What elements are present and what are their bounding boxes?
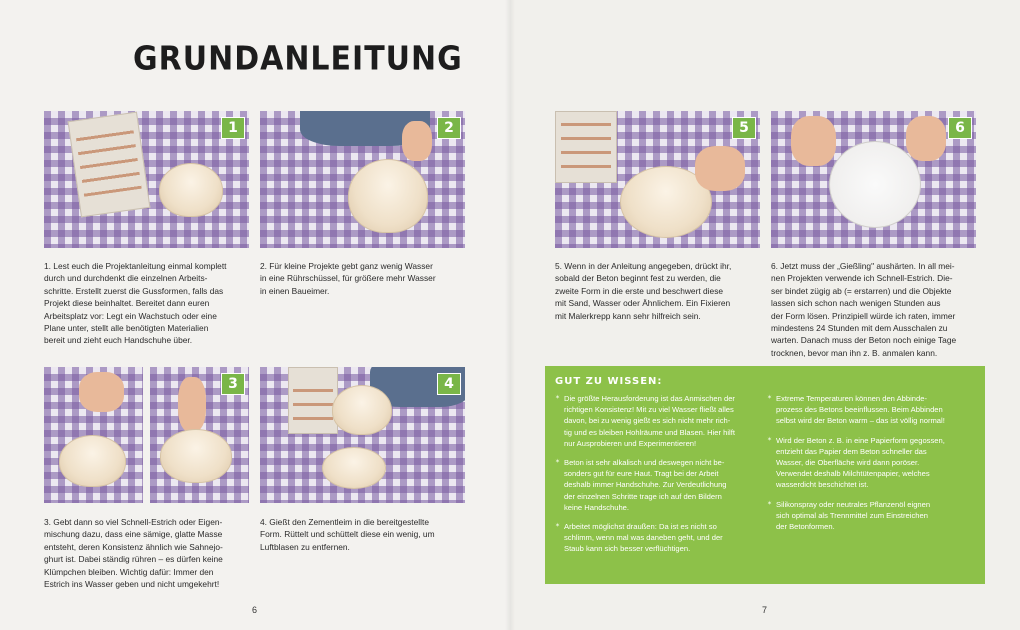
tip-item: ✶ Silikonspray oder neutrales Pflanzenöl eignen sich optimal als Trennmittel zum Einstreichen der Betonformen. [767,499,967,533]
step-text-3: 3. Gebt dann so viel Schnell-Estrich oder Eigen- mischung dazu, dass eine sämige, glatte Masse entsteht, deren Konsistenz ähnlich wie Sahnejo- ghurt ist. Dabei ständig rühren – es dürfen keine Klümpchen bleiben. Wichtig dafür: Immer den Estrich ins Wasser geben und nicht umgekehrt! [44,517,223,590]
photo-step-1 [44,111,249,248]
step-text-6: 6. Jetzt muss der „Gießling" aushärten. In all mei- nen Projekten verwende ich Schnell-Estrich. Die- ser bindet zügig ab (= erstarren) und die Objekte lassen sich schon nach wenigen Stunden aus der Form lösen. Prinzipiell würde ich raten, immer mindestens 24 Stunden mit dem Ausschalen zu warten. Danach muss der Beton noch einige Tage trocknen, bevor man ihn z. B. anmalen kann. [771,261,957,358]
mold-image [322,447,386,489]
page-number-left: 6 [252,605,258,615]
bowl-image [159,163,223,217]
tip-item: ✶ Extreme Temperaturen können den Abbinde- prozess des Betons beeinflussen. Beim Abbinden selbst wird der Beton warm – das ist völlig normal! [767,393,967,427]
cement-sack-image [555,111,617,183]
hand-image [695,146,745,191]
tip-item: ✶ Wird der Beton z. B. in eine Papierform gegossen, entzieht das Papier dem Beton schneller das Wasser, die Oberfläche wird dann poröser. Verwendet deshalb Milchtütenpapier, welches wasserdicht beschichtet ist. [767,435,967,491]
step-badge-4: 4 [437,373,461,395]
photo-step-3a [44,367,143,503]
step-badge-6: 6 [948,117,972,139]
good-to-know-title: GUT ZU WISSEN: [555,376,663,387]
step-text-4: 4. Gießt den Zementleim in die bereitgestellte Form. Rüttelt und schüttelt diese ein wenig, um Luftblasen zu entfernen. [260,517,435,552]
cement-sack-image [68,112,151,218]
step-badge-3: 3 [221,373,245,395]
step-badge-2: 2 [437,117,461,139]
good-to-know-box [545,366,985,584]
bowl-image [160,429,232,483]
hand-image [906,116,946,161]
photo-step-3b [150,367,249,503]
photo-step-4 [260,367,465,503]
book-gutter [505,0,515,630]
cement-sack-image [288,367,338,434]
step-badge-5: 5 [732,117,756,139]
bowl-image [59,435,126,487]
photo-step-6 [771,111,976,248]
hand-image [791,116,836,166]
good-to-know-right-column [767,393,967,540]
page-title: GRUNDANLEITUNG [133,40,463,79]
page-number-right: 7 [762,605,768,615]
step-text-2: 2. Für kleine Projekte gebt ganz wenig Wasser in eine Rührschüssel, für größere mehr Wasser in einen Baueimer. [260,261,436,296]
bowl-image [348,159,428,233]
step-text-5: 5. Wenn in der Anleitung angegeben, drückt ihr, sobald der Beton beginnt fest zu werden, die zweite Form in die erste und beschwert diese mit Sand, Wasser oder Ähnlichem. Ein Fixieren mit Malerkrepp kann sehr hilfreich sein. [555,261,732,321]
step-text-1: 1. Lest euch die Projektanleitung einmal komplett durch und durchdenkt die einzelnen Arbeits- schritte. Erstellt zuerst die Gussformen, falls das Projekt diese beinhaltet. Bereitet dann euren Arbeitsplatz vor: Legt ein Wachstuch oder eine Plane unter, stellt alle benötigten Materialien bereit und zieht euch Handschuhe über. [44,261,227,346]
hand-image [178,377,206,432]
tip-item: ✶ Arbeitet möglichst draußen: Da ist es nicht so schlimm, wenn mal was daneben geht, und der Staub kann sich besser verflüchtigen. [555,521,755,555]
tip-item: ✶ Die größte Herausforderung ist das Anmischen der richtigen Konsistenz! Mit zu viel Wasser fließt alles davon, bei zu wenig gießt es sich nicht mehr rich- tig und es bleiben Hohlräume und Blasen. Hier hilft nur Ausprobieren und Experimentieren! [555,393,755,449]
good-to-know-left-column [555,393,755,563]
bowl-image [332,385,392,435]
hand-image [79,372,124,412]
hand-image [402,121,432,161]
tip-item: ✶ Beton ist sehr alkalisch und deswegen nicht be- sonders gut für eure Haut. Tragt bei der Arbeit deshalb immer Handschuhe. Zur Verdeutlichung der einzelnen Schritte trage ich auf den Bildern keine Handschuhe. [555,457,755,513]
photo-step-2 [260,111,465,248]
step-badge-1: 1 [221,117,245,139]
photo-step-5 [555,111,760,248]
concrete-object-image [829,141,921,228]
